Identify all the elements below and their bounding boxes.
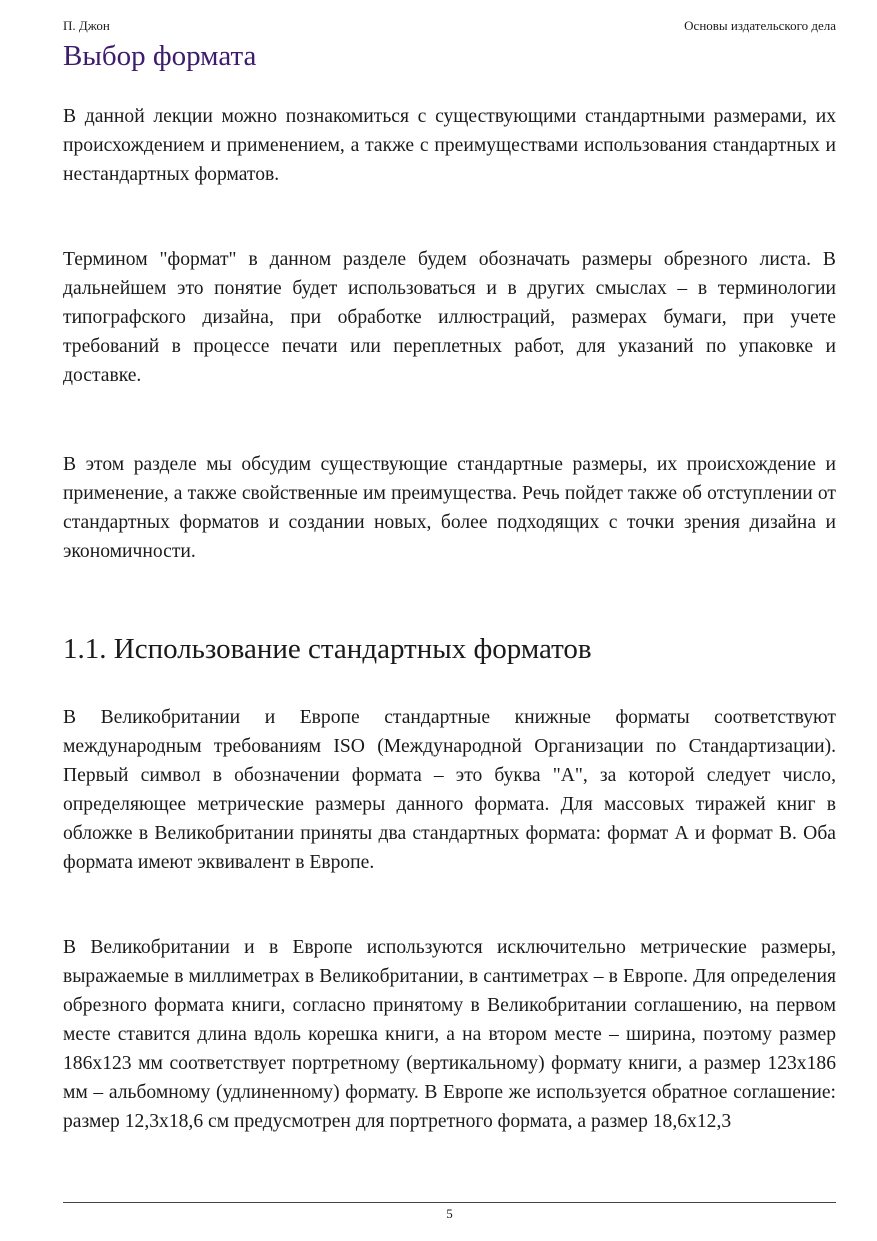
section-paragraph-2: В Великобритании и в Европе используются исключительно метрические размеры, выражаемые в миллиметрах в Великобритании, в сантиметрах – в Европе. Для определения обрезного формата книги, согласно принятому в Великобритании соглашению, на первом месте ставится длина вдоль корешка книги, а на втором месте – ширина, поэтому размер 186x123 мм соответствует портретному (вертикальному) формату книги, а размер 123x186 мм – альбомному (удлиненному) формату. В Европе же используется обратное соглашение: размер 12,3x18,6 см предусмотрен для портретного формата, а размер 18,6x12,3	[63, 937, 836, 1132]
section-paragraph-1: В Великобритании и Европе стандартные книжные форматы соответствуют международным требованиям ISO (Международной Организации по Стандартизации). Первый символ в обозначении формата – это буква "А", за которой следует число, определяющее метрические размеры данного формата. Для массовых тиражей книг в обложке в Великобритании приняты два стандартных формата: формат А и формат В. Оба формата имеют эквивалент в Европе.	[63, 707, 836, 873]
footer-divider	[63, 1202, 836, 1203]
running-header	[63, 17, 836, 35]
page-number: 5	[446, 1206, 453, 1221]
intro-paragraph-3: В этом разделе мы обсудим существующие стандартные размеры, их происхождение и применение, а также свойственные им преимущества. Речь пойдет также об отступлении от стандартных форматов и создании новых, более подходящих с точки зрения дизайна и экономичности.	[63, 454, 836, 562]
header-book-title: Основы издательского дела	[684, 18, 836, 33]
document-page	[63, 0, 836, 1241]
intro-paragraph-2: Термином "формат" в данном разделе будем обозначать размеры обрезного листа. В дальнейшем это понятие будет использоваться и в других смыслах – в терминологии типографского дизайна, при обработке иллюстраций, размерах бумаги, при учете требований в процессе печати или переплетных работ, для указаний по упаковке и доставке.	[63, 249, 836, 386]
section-heading: 1.1. Использование стандартных форматов	[63, 633, 592, 665]
page-title: Выбор формата	[63, 40, 257, 72]
header-author: П. Джон	[63, 18, 110, 33]
intro-paragraph-1: В данной лекции можно познакомиться с существующими стандартными размерами, их происхождением и применением, а также с преимуществами использования стандартных и нестандартных форматов.	[63, 106, 836, 185]
